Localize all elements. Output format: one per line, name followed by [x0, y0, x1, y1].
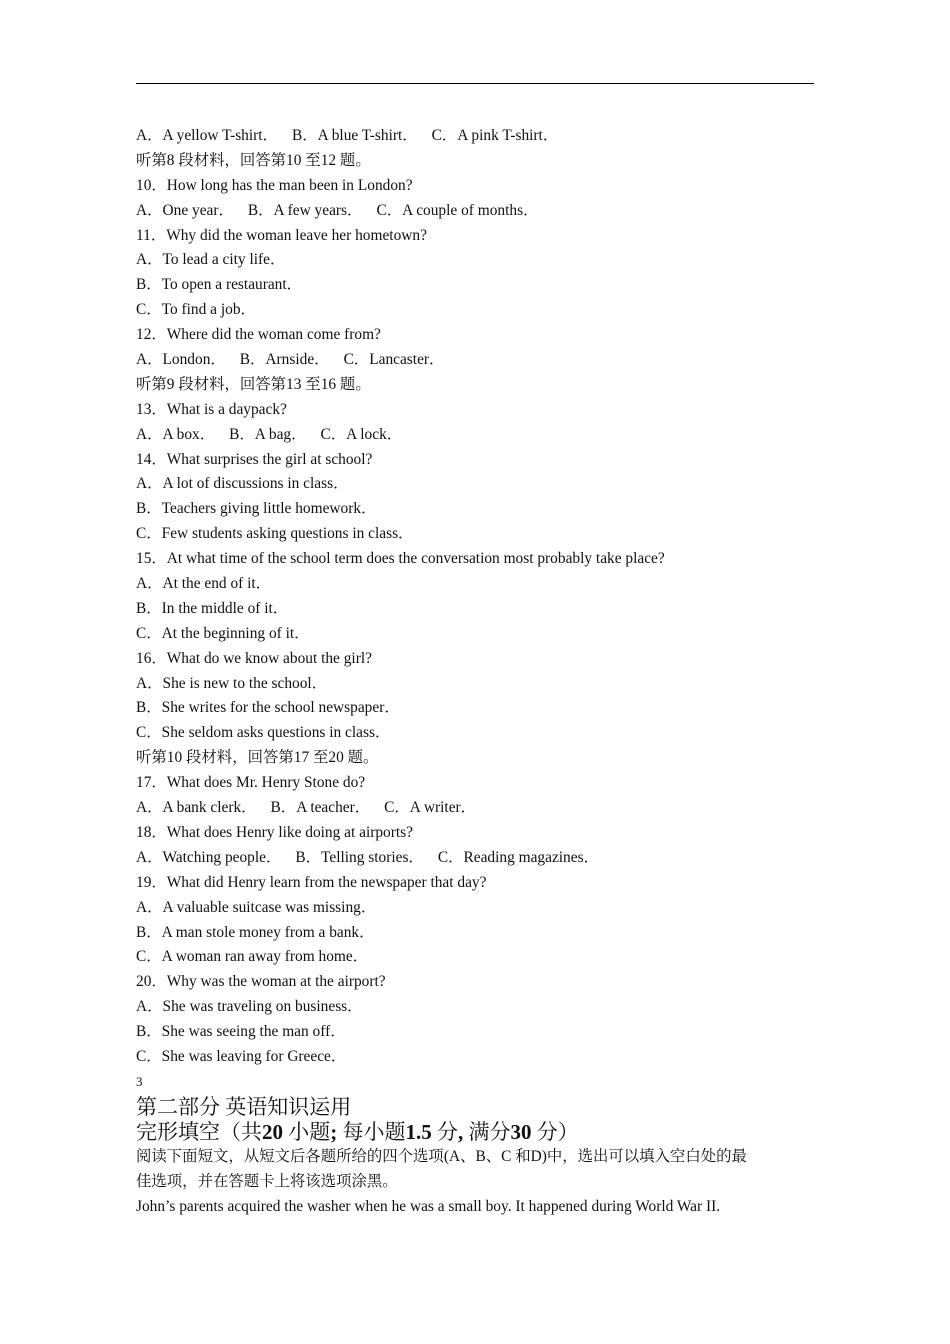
text-line: 14．What surprises the girl at school? [136, 450, 373, 468]
text-line: 16．What do we know about the girl? [136, 649, 372, 667]
text-line: A．She was traveling on business． [136, 998, 363, 1016]
text-line: B．Teachers giving little homework． [136, 500, 377, 518]
text-line: 13．What is a daypack? [136, 400, 287, 418]
text-line: 听第9 段材料，回答第13 至16 题。 [136, 375, 371, 393]
passage-first-line: John’s parents acquired the washer when he was a small boy. It happened during World War II. [136, 1197, 721, 1215]
text-line: A．A yellow T-shirt． B．A blue T-shirt． C．A pink T-shirt． [136, 127, 559, 144]
text-line: C．At the beginning of it． [136, 624, 310, 642]
text-line: B．She was seeing the man off． [136, 1023, 346, 1041]
text-line: A．A box． B．A bag． C．A lock． [136, 425, 403, 443]
text-line: B．A man stole money from a bank． [136, 923, 375, 941]
text-line: A．A bank clerk． B．A teacher． C．A writer． [136, 799, 477, 817]
text-line: A．One year． B．A few years． C．A couple of months． [136, 201, 539, 219]
text-line: C．A woman ran away from home． [136, 948, 369, 966]
text-line: C．To find a job． [136, 301, 256, 319]
question-lines [136, 124, 816, 1070]
text-line: C．Few students asking questions in class． [136, 525, 414, 543]
text-line: C．She seldom asks questions in class． [136, 724, 391, 742]
text-line: 11．Why did the woman leave her hometown? [136, 226, 427, 244]
part-title: 第二部分 英语知识运用 [136, 1094, 352, 1119]
instruction-line-1: 阅读下面短文，从短文后各题所给的四个选项(A、B、C 和D)中，选出可以填入空白处的最 [136, 1147, 747, 1165]
text-line: 听第10 段材料，回答第17 至20 题。 [136, 749, 379, 767]
text-line: A．London． B．Arnside． C．Lancaster． [136, 351, 445, 369]
text-line: C．She was leaving for Greece． [136, 1047, 347, 1065]
text-line: A．A lot of discussions in class． [136, 475, 349, 493]
text-line: 20．Why was the woman at the airport? [136, 973, 386, 991]
text-line: B．She writes for the school newspaper． [136, 699, 400, 717]
text-line: 10．How long has the man been in London? [136, 176, 413, 194]
document-body [136, 124, 816, 1219]
text-line: 17．What does Mr. Henry Stone do? [136, 774, 366, 792]
text-line: 19．What did Henry learn from the newspaper that day? [136, 873, 487, 891]
text-line: 15．At what time of the school term does the conversation most probably take place? [136, 550, 665, 568]
instruction-line-2: 佳选项，并在答题卡上将该选项涂黑。 [136, 1172, 398, 1190]
text-line: A．A valuable suitcase was missing． [136, 898, 377, 916]
text-line: 听第8 段材料，回答第10 至12 题。 [136, 151, 371, 169]
text-line: A．Watching people． B．Telling stories． C．Reading magazines． [136, 848, 599, 866]
text-line: 18．What does Henry like doing at airports? [136, 823, 413, 841]
text-line: A．At the end of it． [136, 575, 272, 593]
page-number: 3 [136, 1073, 143, 1089]
text-line: B．In the middle of it． [136, 599, 289, 617]
header-rule [136, 83, 814, 84]
section-title: 完形填空（共20 小题; 每小题1.5 分, 满分30 分） [136, 1119, 579, 1144]
text-line: A．She is new to the school． [136, 674, 328, 692]
text-line: 12．Where did the woman come from? [136, 326, 381, 344]
text-line: A．To lead a city life． [136, 251, 286, 269]
text-line: B．To open a restaurant． [136, 276, 303, 294]
